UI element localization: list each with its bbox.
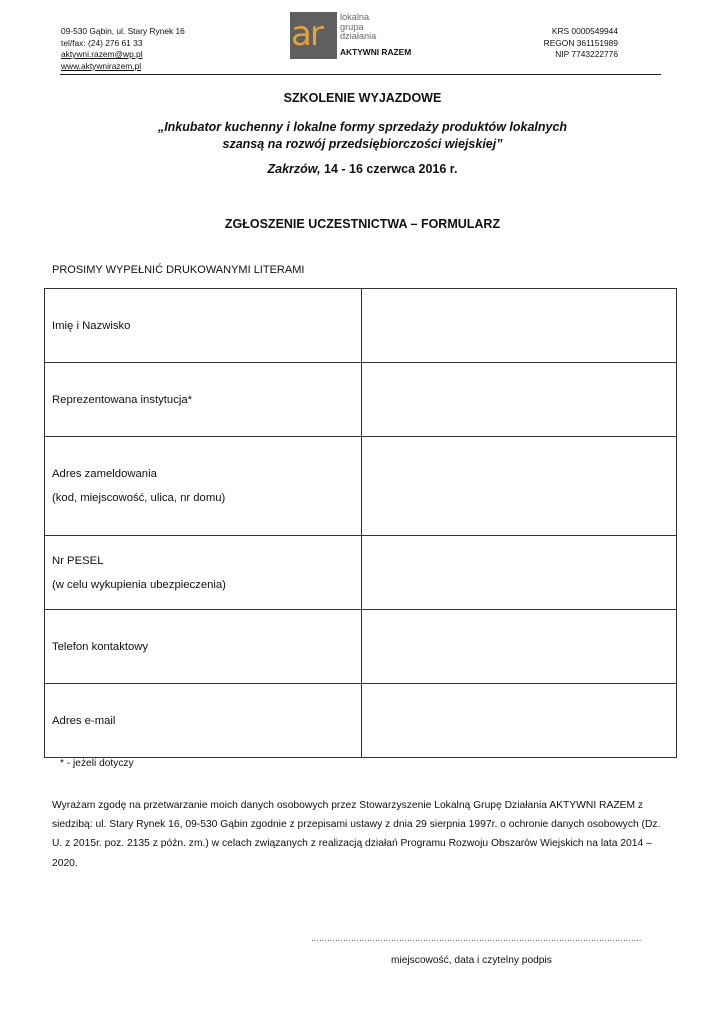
- header-rule: [60, 74, 661, 75]
- logo-line: grupa: [340, 21, 364, 32]
- institution-field[interactable]: [362, 363, 677, 437]
- field-label: [45, 536, 362, 610]
- field-label: Reprezentowana instytucja*: [45, 363, 362, 437]
- logo: [290, 12, 412, 59]
- field-label: Adres e-mail: [45, 684, 362, 758]
- subtitle-line: „Inkubator kuchenny i lokalne formy sprzedaży produktów lokalnych: [157, 120, 568, 134]
- table-row: [45, 684, 677, 758]
- table-row: [45, 437, 677, 536]
- field-label-sub: (kod, miejscowość, ulica, nr domu): [52, 492, 226, 504]
- logo-line: lokalna: [340, 12, 370, 22]
- email-field[interactable]: [362, 684, 677, 758]
- event-subtitle: [0, 119, 725, 153]
- event-place: Zakrzów,: [267, 162, 321, 176]
- form-heading: ZGŁOSZENIE UCZESTNICTWA – FORMULARZ: [224, 217, 501, 231]
- footnote: * - jeżeli dotyczy: [60, 758, 134, 769]
- table-row: [45, 289, 677, 363]
- regon-line: REGON 361151989: [543, 37, 618, 48]
- field-label: [45, 437, 362, 536]
- logo-line: działania: [340, 31, 377, 42]
- logo-mark: ar: [291, 14, 322, 54]
- pesel-field[interactable]: [362, 536, 677, 610]
- table-row: [45, 610, 677, 684]
- subtitle-line: szansą na rozwój przedsiębiorczości wiejskiej”: [222, 137, 503, 151]
- page-title: SZKOLENIE WYJAZDOWE: [283, 91, 442, 105]
- logo-text: [340, 13, 376, 42]
- signature-label: miejscowość, data i czytelny podpis: [391, 955, 552, 966]
- field-label: Imię i Nazwisko: [45, 289, 362, 363]
- phone-line: tel/fax: (24) 276 61 33: [61, 37, 143, 48]
- name-field[interactable]: [362, 289, 677, 363]
- field-label-main: Nr PESEL: [52, 554, 104, 567]
- event-dates: 14 - 16 czerwca 2016 r.: [320, 162, 458, 176]
- field-label-sub: (w celu wykupienia ubezpieczenia): [52, 578, 226, 591]
- email-link[interactable]: aktywni.razem@wp.pl: [61, 49, 143, 60]
- field-label: Telefon kontaktowy: [45, 610, 362, 684]
- table-row: [45, 363, 677, 437]
- address-field[interactable]: [362, 437, 677, 536]
- header-address: [61, 26, 185, 72]
- consent-text: Wyrażam zgodę na przetwarzanie moich danych osobowych przez Stowarzyszenie Lokalną Grupę Działania AKTYWNI RAZEM z siedzibą: ul. Stary Rynek 16, 09-530 Gąbin zgodnie z przepisami ustawy z dnia 29 sierpnia 1997r. o ochronie danych osobowych (Dz. U. z 2015r. poz. 2135 z późn. zm.) w celach związanych z realizacją działań Programu Rozwoju Obszarów Wiejskich na lata 2014 – 2020.: [52, 800, 661, 869]
- website-link[interactable]: www.aktywnirazem.pl: [61, 60, 142, 71]
- registration-table: [44, 288, 677, 758]
- instruction: PROSIMY WYPEŁNIĆ DRUKOWANYMI LITERAMI: [52, 264, 305, 276]
- krs-line: KRS 0000549944: [551, 26, 618, 36]
- address-line: 09-530 Gąbin, ul. Stary Rynek 16: [61, 26, 185, 36]
- table-row: [45, 536, 677, 610]
- nip-line: NIP 7743222776: [555, 49, 618, 60]
- field-label-main: Adres zameldowania: [52, 468, 157, 480]
- event-date: [0, 162, 725, 176]
- header-registry: [544, 26, 618, 61]
- phone-field[interactable]: [362, 610, 677, 684]
- logo-name: AKTYWNI RAZEM: [340, 47, 412, 57]
- signature-line[interactable]: …………………………………………………………………………………………………………….: [311, 934, 642, 943]
